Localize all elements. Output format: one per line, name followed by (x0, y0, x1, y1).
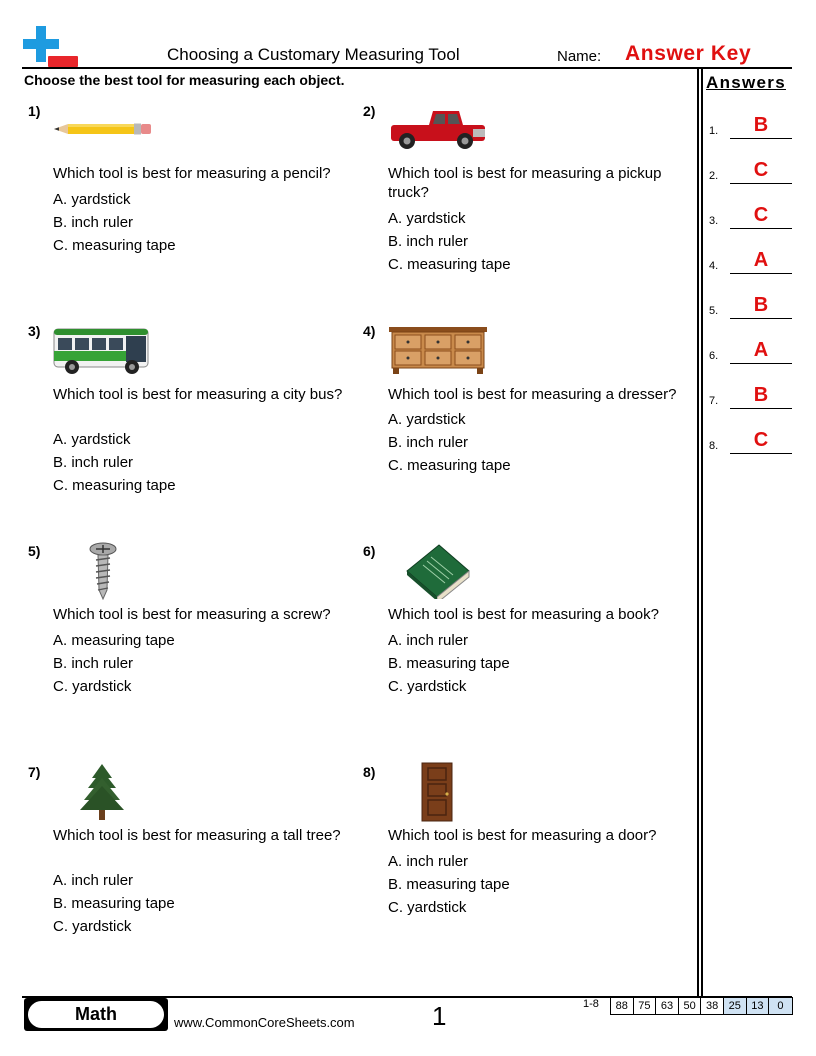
answer-option: A. yardstick (388, 411, 466, 428)
answer-value: C (753, 429, 769, 451)
answer-option: B. inch ruler (53, 655, 134, 672)
answer-row (709, 289, 793, 319)
worksheet-title: Choosing a Customary Measuring Tool (167, 45, 460, 64)
answer-option: B. inch ruler (53, 454, 134, 471)
problem-number: 3) (28, 323, 41, 339)
question-text: Which tool is best for measuring a dresser? (388, 386, 677, 403)
page-number: 1 (432, 1001, 447, 1031)
problem-number: 2) (363, 103, 376, 119)
score-table (610, 997, 793, 1015)
answer-option: A. yardstick (53, 191, 131, 208)
answer-value: B (753, 294, 769, 316)
book-icon (405, 543, 471, 599)
problem-number: 7) (28, 764, 41, 780)
subject-badge (24, 998, 168, 1031)
answer-line (730, 138, 792, 139)
question-text: Which tool is best for measuring a pencil? (53, 165, 331, 182)
answer-number: 2. (709, 170, 719, 182)
answer-option: A. inch ruler (53, 872, 134, 889)
problem-number: 6) (363, 543, 376, 559)
answer-option: C. measuring tape (53, 477, 176, 494)
answer-row (709, 154, 793, 184)
answer-option: A. yardstick (388, 210, 466, 227)
answer-row (709, 424, 793, 454)
answer-row (709, 199, 793, 229)
answer-value: A (753, 339, 769, 361)
pickup-truck-icon (389, 107, 487, 151)
answer-option: A. inch ruler (388, 632, 469, 649)
answer-row (709, 379, 793, 409)
answer-line (730, 408, 792, 409)
answer-number: 7. (709, 395, 719, 407)
question-text: Which tool is best for measuring a book? (388, 606, 659, 623)
answer-number: 6. (709, 350, 719, 362)
answer-value: A (753, 249, 769, 271)
answer-option: B. measuring tape (388, 876, 510, 893)
question-text: Which tool is best for measuring a city bus? (53, 386, 343, 403)
answers-column-divider (701, 67, 703, 997)
answers-title: Answers (706, 73, 786, 92)
answer-value: B (753, 114, 769, 136)
answer-row (709, 334, 793, 364)
score-cell: 88 (611, 998, 634, 1014)
score-cell: 25 (724, 998, 747, 1014)
answer-value: C (753, 204, 769, 226)
question-text: Which tool is best for measuring a pickup truck? (388, 165, 662, 201)
answer-value: B (753, 384, 769, 406)
answer-key-label: Answer Key (625, 42, 752, 65)
score-cell: 38 (701, 998, 724, 1014)
answer-line (730, 453, 792, 454)
tree-icon (78, 762, 126, 822)
answer-number: 1. (709, 125, 719, 137)
answer-option: A. yardstick (53, 431, 131, 448)
answer-option: B. inch ruler (53, 214, 134, 231)
score-cell: 0 (769, 998, 792, 1014)
answer-line (730, 363, 792, 364)
answer-line (730, 273, 792, 274)
instructions: Choose the best tool for measuring each object. (24, 72, 345, 88)
answer-number: 5. (709, 305, 719, 317)
score-cell: 75 (634, 998, 657, 1014)
answer-option: C. measuring tape (388, 256, 511, 273)
score-cell: 50 (679, 998, 702, 1014)
answer-option: C. yardstick (53, 918, 132, 935)
problem-number: 8) (363, 764, 376, 780)
pencil-icon (54, 121, 152, 137)
website-link[interactable]: www.CommonCoreSheets.com (174, 1015, 355, 1030)
answer-line (730, 228, 792, 229)
city-bus-icon (52, 323, 152, 377)
score-cell: 13 (747, 998, 770, 1014)
answer-line (730, 318, 792, 319)
answer-row (709, 109, 793, 139)
door-icon (421, 762, 453, 822)
answer-number: 3. (709, 215, 719, 227)
dresser-icon (389, 325, 487, 375)
problem-number: 5) (28, 543, 41, 559)
score-cell: 63 (656, 998, 679, 1014)
name-label: Name: (557, 48, 602, 65)
problem-number: 4) (363, 323, 376, 339)
answer-option: C. measuring tape (53, 237, 176, 254)
answer-line (730, 183, 792, 184)
answer-number: 8. (709, 440, 719, 452)
answer-option: A. inch ruler (388, 853, 469, 870)
question-text: Which tool is best for measuring a screw? (53, 606, 331, 623)
answer-row (709, 244, 793, 274)
answer-option: C. yardstick (388, 678, 467, 695)
score-range-label: 1-8 (583, 998, 599, 1010)
answers-column-divider (697, 67, 699, 997)
answer-option: B. inch ruler (388, 233, 469, 250)
question-text: Which tool is best for measuring a tall tree? (53, 827, 341, 844)
answer-option: C. yardstick (53, 678, 132, 695)
subject-label: Math (28, 1001, 164, 1028)
answer-option: B. measuring tape (53, 895, 175, 912)
answer-number: 4. (709, 260, 719, 272)
answer-value: C (753, 159, 769, 181)
commoncoresheets-logo-icon (22, 24, 80, 70)
answer-option: B. inch ruler (388, 434, 469, 451)
header-divider (22, 67, 792, 69)
question-text: Which tool is best for measuring a door? (388, 827, 657, 844)
answer-option: C. measuring tape (388, 457, 511, 474)
answer-option: A. measuring tape (53, 632, 175, 649)
answer-option: C. yardstick (388, 899, 467, 916)
answer-option: B. measuring tape (388, 655, 510, 672)
problem-number: 1) (28, 103, 41, 119)
screw-icon (88, 542, 118, 600)
